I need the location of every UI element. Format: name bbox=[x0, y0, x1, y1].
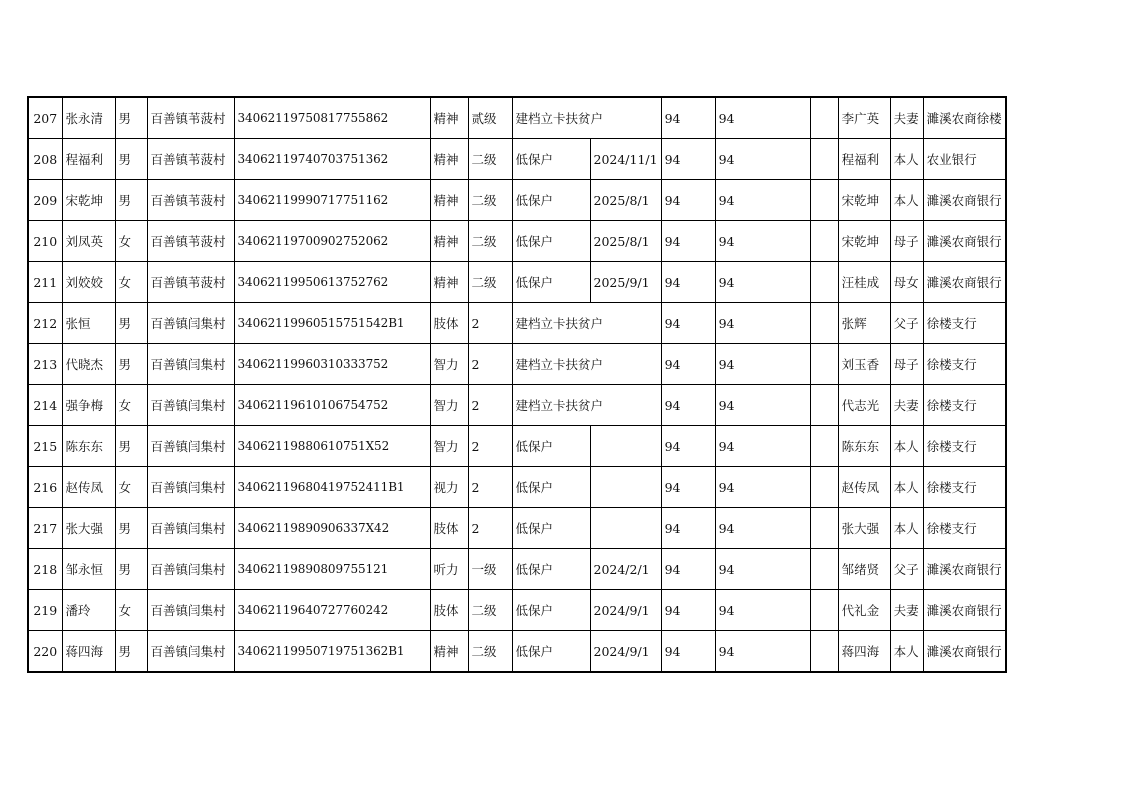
agent-name-cell: 张辉 bbox=[838, 303, 890, 344]
table-row bbox=[28, 549, 1006, 590]
household-category-cell: 低保户 bbox=[512, 467, 590, 508]
subsidy-a-cell: 94 bbox=[661, 549, 715, 590]
blank-cell bbox=[810, 385, 838, 426]
disability-type-cell: 精神 bbox=[430, 97, 468, 139]
agent-name-cell: 李广英 bbox=[838, 97, 890, 139]
subsidy-b-cell: 94 bbox=[715, 344, 810, 385]
row-number-cell: 210 bbox=[28, 221, 62, 262]
relation-cell: 夫妻 bbox=[890, 590, 923, 631]
subsidy-b-cell: 94 bbox=[715, 549, 810, 590]
blank-cell bbox=[810, 508, 838, 549]
household-category-cell: 建档立卡扶贫户 bbox=[512, 344, 661, 385]
row-number-cell: 214 bbox=[28, 385, 62, 426]
bank-cell: 徐楼支行 bbox=[923, 303, 1006, 344]
agent-name-cell: 刘玉香 bbox=[838, 344, 890, 385]
subsidy-b-cell: 94 bbox=[715, 385, 810, 426]
sex-cell: 男 bbox=[115, 180, 147, 221]
relation-cell: 本人 bbox=[890, 426, 923, 467]
household-category-cell: 低保户 bbox=[512, 262, 590, 303]
agent-name-cell: 邹绪贤 bbox=[838, 549, 890, 590]
address-cell: 百善镇闫集村 bbox=[147, 303, 234, 344]
id-number-cell: 34062119610106754752 bbox=[234, 385, 430, 426]
subsidy-b-cell: 94 bbox=[715, 180, 810, 221]
disability-type-cell: 智力 bbox=[430, 344, 468, 385]
sex-cell: 男 bbox=[115, 508, 147, 549]
disability-type-cell: 听力 bbox=[430, 549, 468, 590]
relation-cell: 本人 bbox=[890, 508, 923, 549]
blank-cell bbox=[810, 97, 838, 139]
household-category-cell: 低保户 bbox=[512, 221, 590, 262]
row-number-cell: 219 bbox=[28, 590, 62, 631]
sex-cell: 女 bbox=[115, 262, 147, 303]
address-cell: 百善镇苇菠村 bbox=[147, 180, 234, 221]
sex-cell: 男 bbox=[115, 426, 147, 467]
household-category-cell: 低保户 bbox=[512, 590, 590, 631]
id-number-cell: 34062119950613752762 bbox=[234, 262, 430, 303]
subsidy-a-cell: 94 bbox=[661, 467, 715, 508]
id-number-cell: 34062119750817755862 bbox=[234, 97, 430, 139]
bank-cell: 濉溪农商银行 bbox=[923, 221, 1006, 262]
disability-level-cell: 2 bbox=[468, 344, 512, 385]
subsidy-b-cell: 94 bbox=[715, 262, 810, 303]
blank-cell bbox=[810, 262, 838, 303]
agent-name-cell: 代礼金 bbox=[838, 590, 890, 631]
table-row bbox=[28, 180, 1006, 221]
id-number-cell: 34062119700902752062 bbox=[234, 221, 430, 262]
disability-level-cell: 二级 bbox=[468, 262, 512, 303]
id-number-cell: 34062119640727760242 bbox=[234, 590, 430, 631]
blank-cell bbox=[810, 590, 838, 631]
name-cell: 张永清 bbox=[62, 97, 115, 139]
row-number-cell: 207 bbox=[28, 97, 62, 139]
id-number-cell: 34062119880610751X52 bbox=[234, 426, 430, 467]
relation-cell: 父子 bbox=[890, 549, 923, 590]
start-date-cell: 2025/9/1 bbox=[590, 262, 661, 303]
subsidy-b-cell: 94 bbox=[715, 631, 810, 673]
disability-type-cell: 精神 bbox=[430, 139, 468, 180]
address-cell: 百善镇闫集村 bbox=[147, 385, 234, 426]
table-row bbox=[28, 344, 1006, 385]
subsidy-a-cell: 94 bbox=[661, 631, 715, 673]
household-category-cell: 建档立卡扶贫户 bbox=[512, 303, 661, 344]
sex-cell: 女 bbox=[115, 385, 147, 426]
disability-type-cell: 精神 bbox=[430, 631, 468, 673]
bank-cell: 濉溪农商银行 bbox=[923, 549, 1006, 590]
name-cell: 蒋四海 bbox=[62, 631, 115, 673]
relation-cell: 母子 bbox=[890, 221, 923, 262]
relation-cell: 父子 bbox=[890, 303, 923, 344]
address-cell: 百善镇闫集村 bbox=[147, 549, 234, 590]
bank-cell: 徐楼支行 bbox=[923, 467, 1006, 508]
row-number-cell: 218 bbox=[28, 549, 62, 590]
subsidy-a-cell: 94 bbox=[661, 344, 715, 385]
address-cell: 百善镇苇菠村 bbox=[147, 139, 234, 180]
disability-type-cell: 精神 bbox=[430, 180, 468, 221]
address-cell: 百善镇苇菠村 bbox=[147, 221, 234, 262]
disability-level-cell: 2 bbox=[468, 303, 512, 344]
start-date-cell: 2024/9/1 bbox=[590, 590, 661, 631]
subsidy-a-cell: 94 bbox=[661, 221, 715, 262]
name-cell: 潘玲 bbox=[62, 590, 115, 631]
start-date-cell: 2024/9/1 bbox=[590, 631, 661, 673]
table-row bbox=[28, 303, 1006, 344]
blank-cell bbox=[810, 344, 838, 385]
row-number-cell: 217 bbox=[28, 508, 62, 549]
subsidy-b-cell: 94 bbox=[715, 590, 810, 631]
table-row bbox=[28, 97, 1006, 139]
subsidy-b-cell: 94 bbox=[715, 139, 810, 180]
sex-cell: 女 bbox=[115, 590, 147, 631]
id-number-cell: 34062119890809755121 bbox=[234, 549, 430, 590]
disability-type-cell: 肢体 bbox=[430, 590, 468, 631]
household-category-cell: 低保户 bbox=[512, 631, 590, 673]
sex-cell: 女 bbox=[115, 467, 147, 508]
bank-cell: 濉溪农商徐楼 bbox=[923, 97, 1006, 139]
start-date-cell: 2025/8/1 bbox=[590, 221, 661, 262]
table-row bbox=[28, 631, 1006, 673]
relation-cell: 夫妻 bbox=[890, 385, 923, 426]
disability-level-cell: 2 bbox=[468, 426, 512, 467]
name-cell: 张大强 bbox=[62, 508, 115, 549]
household-category-cell: 低保户 bbox=[512, 549, 590, 590]
bank-cell: 徐楼支行 bbox=[923, 385, 1006, 426]
bank-cell: 徐楼支行 bbox=[923, 508, 1006, 549]
agent-name-cell: 陈东东 bbox=[838, 426, 890, 467]
subsidy-b-cell: 94 bbox=[715, 303, 810, 344]
disability-level-cell: 2 bbox=[468, 508, 512, 549]
id-number-cell: 34062119950719751362B1 bbox=[234, 631, 430, 673]
agent-name-cell: 程福利 bbox=[838, 139, 890, 180]
bank-cell: 徐楼支行 bbox=[923, 426, 1006, 467]
id-number-cell: 34062119740703751362 bbox=[234, 139, 430, 180]
disability-subsidy-table-sheet bbox=[27, 96, 1007, 673]
subsidy-b-cell: 94 bbox=[715, 467, 810, 508]
name-cell: 张恒 bbox=[62, 303, 115, 344]
row-number-cell: 211 bbox=[28, 262, 62, 303]
name-cell: 宋乾坤 bbox=[62, 180, 115, 221]
agent-name-cell: 宋乾坤 bbox=[838, 221, 890, 262]
id-number-cell: 34062119960310333752 bbox=[234, 344, 430, 385]
row-number-cell: 212 bbox=[28, 303, 62, 344]
start-date-cell: 2024/11/1 bbox=[590, 139, 661, 180]
disability-level-cell: 2 bbox=[468, 467, 512, 508]
household-category-cell: 低保户 bbox=[512, 139, 590, 180]
agent-name-cell: 蒋四海 bbox=[838, 631, 890, 673]
sex-cell: 男 bbox=[115, 303, 147, 344]
row-number-cell: 209 bbox=[28, 180, 62, 221]
id-number-cell: 34062119990717751162 bbox=[234, 180, 430, 221]
subsidy-a-cell: 94 bbox=[661, 426, 715, 467]
name-cell: 强争梅 bbox=[62, 385, 115, 426]
subsidy-b-cell: 94 bbox=[715, 426, 810, 467]
sex-cell: 男 bbox=[115, 631, 147, 673]
blank-cell bbox=[810, 426, 838, 467]
name-cell: 程福利 bbox=[62, 139, 115, 180]
disability-level-cell: 二级 bbox=[468, 221, 512, 262]
start-date-cell bbox=[590, 426, 661, 467]
bank-cell: 农业银行 bbox=[923, 139, 1006, 180]
disability-type-cell: 视力 bbox=[430, 467, 468, 508]
subsidy-a-cell: 94 bbox=[661, 180, 715, 221]
start-date-cell: 2025/8/1 bbox=[590, 180, 661, 221]
sex-cell: 男 bbox=[115, 344, 147, 385]
address-cell: 百善镇闫集村 bbox=[147, 508, 234, 549]
subsidy-a-cell: 94 bbox=[661, 590, 715, 631]
disability-level-cell: 2 bbox=[468, 385, 512, 426]
start-date-cell bbox=[590, 467, 661, 508]
address-cell: 百善镇苇菠村 bbox=[147, 262, 234, 303]
disability-level-cell: 二级 bbox=[468, 590, 512, 631]
blank-cell bbox=[810, 139, 838, 180]
address-cell: 百善镇闫集村 bbox=[147, 631, 234, 673]
blank-cell bbox=[810, 631, 838, 673]
disability-type-cell: 智力 bbox=[430, 426, 468, 467]
subsidy-b-cell: 94 bbox=[715, 221, 810, 262]
name-cell: 刘姣姣 bbox=[62, 262, 115, 303]
records-table bbox=[27, 96, 1007, 673]
relation-cell: 本人 bbox=[890, 467, 923, 508]
bank-cell: 濉溪农商银行 bbox=[923, 262, 1006, 303]
blank-cell bbox=[810, 467, 838, 508]
agent-name-cell: 代志光 bbox=[838, 385, 890, 426]
sex-cell: 男 bbox=[115, 549, 147, 590]
bank-cell: 濉溪农商银行 bbox=[923, 590, 1006, 631]
disability-type-cell: 精神 bbox=[430, 221, 468, 262]
id-number-cell: 34062119890906337X42 bbox=[234, 508, 430, 549]
agent-name-cell: 赵传凤 bbox=[838, 467, 890, 508]
address-cell: 百善镇苇菠村 bbox=[147, 97, 234, 139]
subsidy-b-cell: 94 bbox=[715, 508, 810, 549]
bank-cell: 濉溪农商银行 bbox=[923, 631, 1006, 673]
disability-level-cell: 二级 bbox=[468, 139, 512, 180]
relation-cell: 本人 bbox=[890, 631, 923, 673]
row-number-cell: 215 bbox=[28, 426, 62, 467]
name-cell: 刘凤英 bbox=[62, 221, 115, 262]
row-number-cell: 208 bbox=[28, 139, 62, 180]
disability-type-cell: 智力 bbox=[430, 385, 468, 426]
table-row bbox=[28, 262, 1006, 303]
agent-name-cell: 张大强 bbox=[838, 508, 890, 549]
agent-name-cell: 宋乾坤 bbox=[838, 180, 890, 221]
relation-cell: 夫妻 bbox=[890, 97, 923, 139]
table-row bbox=[28, 385, 1006, 426]
blank-cell bbox=[810, 549, 838, 590]
start-date-cell: 2024/2/1 bbox=[590, 549, 661, 590]
bank-cell: 濉溪农商银行 bbox=[923, 180, 1006, 221]
table-row bbox=[28, 426, 1006, 467]
household-category-cell: 低保户 bbox=[512, 508, 590, 549]
table-row bbox=[28, 467, 1006, 508]
blank-cell bbox=[810, 303, 838, 344]
disability-type-cell: 精神 bbox=[430, 262, 468, 303]
subsidy-a-cell: 94 bbox=[661, 303, 715, 344]
table-row bbox=[28, 221, 1006, 262]
disability-type-cell: 肢体 bbox=[430, 508, 468, 549]
subsidy-a-cell: 94 bbox=[661, 139, 715, 180]
id-number-cell: 34062119960515751542B1 bbox=[234, 303, 430, 344]
household-category-cell: 低保户 bbox=[512, 180, 590, 221]
start-date-cell bbox=[590, 508, 661, 549]
id-number-cell: 34062119680419752411B1 bbox=[234, 467, 430, 508]
disability-level-cell: 贰级 bbox=[468, 97, 512, 139]
table-body bbox=[28, 97, 1006, 672]
sex-cell: 男 bbox=[115, 139, 147, 180]
bank-cell: 徐楼支行 bbox=[923, 344, 1006, 385]
table-row bbox=[28, 139, 1006, 180]
relation-cell: 母子 bbox=[890, 344, 923, 385]
household-category-cell: 建档立卡扶贫户 bbox=[512, 385, 661, 426]
subsidy-a-cell: 94 bbox=[661, 262, 715, 303]
table-row bbox=[28, 590, 1006, 631]
row-number-cell: 213 bbox=[28, 344, 62, 385]
disability-type-cell: 肢体 bbox=[430, 303, 468, 344]
subsidy-b-cell: 94 bbox=[715, 97, 810, 139]
subsidy-a-cell: 94 bbox=[661, 97, 715, 139]
address-cell: 百善镇闫集村 bbox=[147, 426, 234, 467]
disability-level-cell: 二级 bbox=[468, 631, 512, 673]
relation-cell: 本人 bbox=[890, 139, 923, 180]
sex-cell: 女 bbox=[115, 221, 147, 262]
name-cell: 代晓杰 bbox=[62, 344, 115, 385]
blank-cell bbox=[810, 221, 838, 262]
sex-cell: 男 bbox=[115, 97, 147, 139]
row-number-cell: 216 bbox=[28, 467, 62, 508]
name-cell: 赵传凤 bbox=[62, 467, 115, 508]
relation-cell: 母女 bbox=[890, 262, 923, 303]
household-category-cell: 低保户 bbox=[512, 426, 590, 467]
disability-level-cell: 一级 bbox=[468, 549, 512, 590]
subsidy-a-cell: 94 bbox=[661, 508, 715, 549]
table-row bbox=[28, 508, 1006, 549]
address-cell: 百善镇闫集村 bbox=[147, 590, 234, 631]
subsidy-a-cell: 94 bbox=[661, 385, 715, 426]
relation-cell: 本人 bbox=[890, 180, 923, 221]
name-cell: 邹永恒 bbox=[62, 549, 115, 590]
address-cell: 百善镇闫集村 bbox=[147, 467, 234, 508]
agent-name-cell: 汪桂成 bbox=[838, 262, 890, 303]
name-cell: 陈东东 bbox=[62, 426, 115, 467]
disability-level-cell: 二级 bbox=[468, 180, 512, 221]
row-number-cell: 220 bbox=[28, 631, 62, 673]
address-cell: 百善镇闫集村 bbox=[147, 344, 234, 385]
household-category-cell: 建档立卡扶贫户 bbox=[512, 97, 661, 139]
blank-cell bbox=[810, 180, 838, 221]
